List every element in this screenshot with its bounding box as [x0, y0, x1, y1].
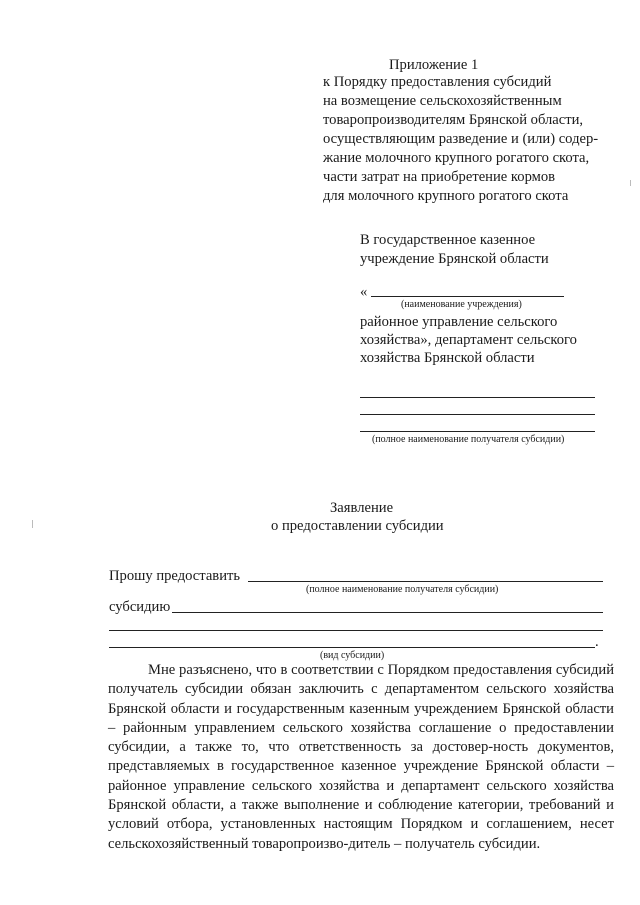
recipient-name-field-line-1[interactable]	[360, 397, 595, 398]
document-subtitle: о предоставлении субсидии	[271, 518, 444, 534]
appendix-line: для молочного крупного рогатого скота	[323, 188, 569, 204]
appendix-line: к Порядку предоставления субсидий	[323, 74, 552, 90]
institution-caption: (наименование учреждения)	[401, 299, 522, 310]
subsidy-end-period: .	[595, 634, 599, 650]
appendix-line: осуществляющим разведение и (или) содер-	[323, 131, 599, 147]
addressee-line: хозяйства Брянской области	[360, 350, 535, 366]
quote-open: «	[360, 284, 368, 300]
appendix-line: жание молочного крупного рогатого скота,	[323, 150, 590, 166]
subsidy-type-field-line-3[interactable]	[109, 647, 595, 648]
addressee-line: районное управление сельского	[360, 314, 558, 330]
subsidy-label: субсидию	[109, 599, 171, 615]
recipient-name-field-line-3[interactable]	[360, 431, 595, 432]
scan-artifact	[32, 520, 33, 528]
subsidy-type-field-line-2[interactable]	[109, 630, 603, 631]
addressee-line: учреждение Брянской области	[360, 251, 549, 267]
recipient-full-name-caption: (полное наименование получателя субсидии)	[306, 584, 499, 595]
appendix-line: на возмещение сельскохозяйственным	[323, 93, 562, 109]
recipient-name-field-line-2[interactable]	[360, 414, 595, 415]
appendix-line: части затрат на приобретение кормов	[323, 169, 556, 185]
addressee-line: хозяйства», департамент сельского	[360, 332, 577, 348]
document-title: Заявление	[330, 500, 394, 516]
recipient-caption: (полное наименование получателя субсидии)	[372, 434, 565, 445]
appendix-line: товаропроизводителям Брянской области,	[323, 112, 584, 128]
institution-name-field[interactable]	[371, 296, 564, 297]
recipient-full-name-field[interactable]	[248, 581, 603, 582]
statement-paragraph: Мне разъяснено, что в соответствии с Порядком предоставления субсидий получатель субсидии обязан заключить с департаментом сельского хозяйства Брянской области и государственным казенным учреждением Брянской области – районным управлением сельского хозяйства соглашение о предоставлении субсидии, а также то, что ответственность за достовер-ность документов, представляемых в государственное казенное учреждение Брянской области – районное управление сельского хозяйства и департамент сельского хозяйства Брянской области, а также выполнение и соблюдение категории, требований и условий отбора, установленных настоящим Порядком и соглашением, несет сельскохозяйственный товаропроизво-дитель – получатель субсидии.	[108, 662, 614, 852]
subsidy-type-caption: (вид субсидии)	[320, 650, 385, 661]
addressee-line: В государственное казенное	[360, 232, 536, 248]
appendix-title: Приложение 1	[389, 57, 479, 73]
request-label: Прошу предоставить	[109, 568, 241, 584]
scan-artifact	[630, 180, 631, 186]
subsidy-type-field-line-1[interactable]	[172, 612, 603, 613]
